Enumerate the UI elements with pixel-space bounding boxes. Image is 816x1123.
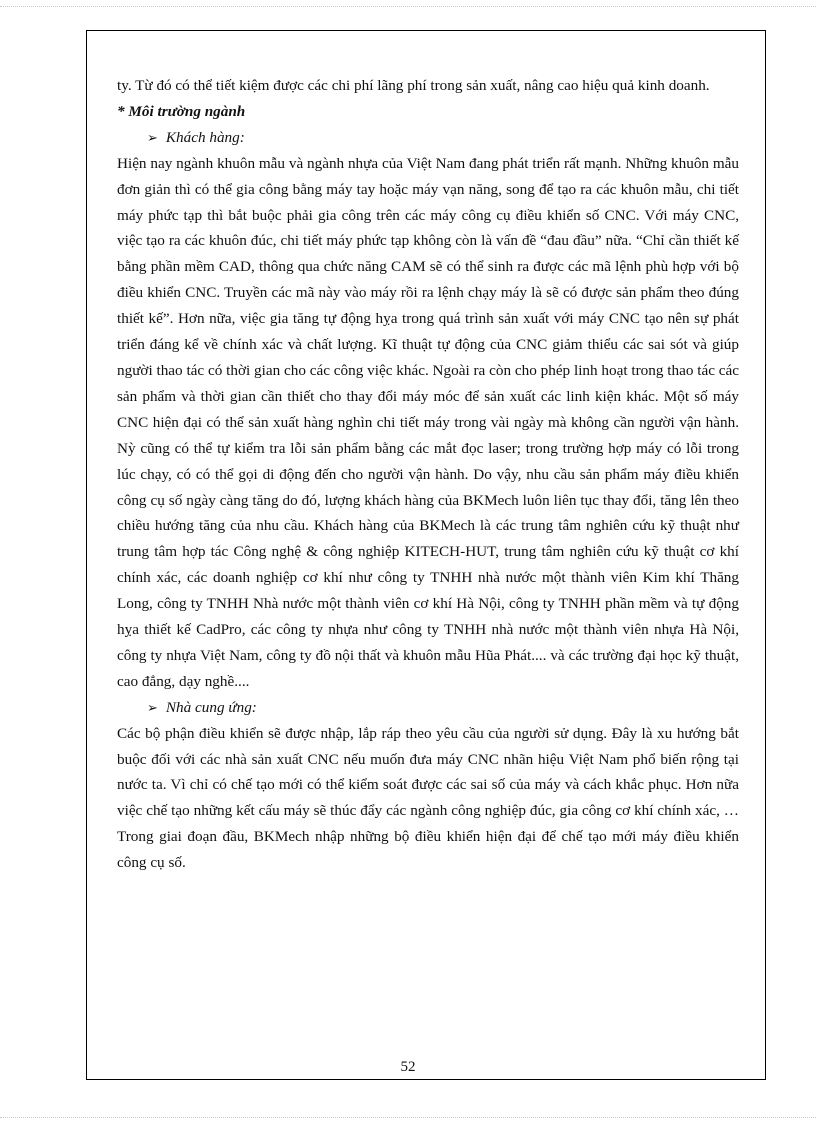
subsection-heading-suppliers: [117, 695, 739, 721]
top-dotted-line: [0, 6, 816, 7]
subsection-heading-customers: [117, 125, 739, 151]
subsection-title: Nhà cung ứng:: [165, 698, 257, 716]
suppliers-paragraph: Các bộ phận điều khiển sẽ được nhập, lắp ráp theo yêu cầu của người sử dụng. Đây là xu hướng bắt buộc đối với các nhà sản xuất CNC nếu muốn đưa máy CNC nhãn hiệu Việt Nam phổ biến rộng tại nước ta. Vì chỉ có chế tạo mới có thể kiểm soát được các sai số của máy và cách khắc phục. Hơn nữa việc chế tạo những kết cấu máy sẽ thúc đẩy các ngành công nghiệp đúc, gia công cơ khí chính xác, … Trong giai đoạn đầu, BKMech nhập những bộ điều khiển hiện đại để chế tạo mới máy điều khiển công cụ số.: [117, 724, 739, 872]
arrow-bullet-icon: ➢: [147, 129, 158, 145]
customers-paragraph: Hiện nay ngành khuôn mẫu và ngành nhựa của Việt Nam đang phát triển rất mạnh. Những khuôn mẫu đơn giản thì có thể gia công bằng máy tay hoặc máy vạn năng, song để tạo ra các khuôn mẫu, chi tiết máy phức tạp thì bắt buộc phải gia công trên các máy công cụ điều khiển số CNC. Với máy CNC, việc tạo ra các khuôn đúc, chi tiết máy phức tạp không còn là vấn đề “đau đầu” nữa. “Chỉ cần thiết kế bằng phần mềm CAD, thông qua chức năng CAM sẽ có thể sinh ra được các mã lệnh phù hợp với bộ điều khiển CNC. Truyền các mã này vào máy rồi ra lệnh chạy máy là sẽ có được sản phẩm theo đúng thiết kế”. Hơn nữa, việc gia tăng tự động hỵa trong quá trình sản xuất với máy CNC tạo nên sự phát triển đáng kể về chính xác và chất lượng. Kĩ thuật tự động của CNC giảm thiểu các sai sót và giúp người thao tác có thời gian cho các công việc khác. Ngoài ra còn cho phép linh hoạt trong thao tác các sản phẩm và thời gian cần thiết cho thay đổi máy móc để sản xuất các linh kiện khác. Một số máy CNC hiện đại có thể sản xuất hàng nghìn chi tiết máy trong vài ngày mà không cần người vận hành. Nỳ cũng có thể tự kiểm tra lỗi sản phẩm bằng các mắt đọc laser; trong trường hợp máy có lỗi trong lúc chạy, có có thể gọi di động đến cho người vận hành. Do vậy, nhu cầu sản phẩm máy điều khiển công cụ số ngày càng tăng do đó, lượng khách hàng của BKMech luôn liên tục thay đổi, tăng lên theo chiều hướng tăng của nhu cầu. Khách hàng của BKMech là các trung tâm nghiên cứu kỹ thuật như trung tâm hợp tác Công nghệ & công nghiệp KITECH-HUT, trung tâm nghiên cứu kỹ thuật cơ khí chính xác, các doanh nghiệp cơ khí như công ty TNHH nhà nước một thành viên Kim khí Thăng Long, công ty TNHH Nhà nước một thành viên cơ khí Hà Nội, công ty TNHH phần mềm và tự động hỵa thiết kế CadPro, các công ty nhựa như công ty TNHH nhà nước một thành viên nhựa Hà Nội, công ty nhựa Việt Nam, công ty đồ nội thất và khuôn mẫu Hũa Phát.... và các trường đại học kỹ thuật, cao đẳng, dạy nghề....: [117, 154, 739, 690]
bottom-dotted-line: [0, 1117, 816, 1118]
section-heading: * Môi trường ngành: [117, 102, 246, 120]
subsection-title: Khách hàng:: [165, 128, 245, 146]
page-number: 52: [400, 1059, 416, 1075]
document-body: [117, 73, 739, 876]
arrow-bullet-icon: ➢: [147, 699, 158, 715]
intro-paragraph: ty. Từ đó có thể tiết kiệm được các chi phí lãng phí trong sản xuất, nâng cao hiệu quả kinh doanh.: [117, 77, 710, 94]
